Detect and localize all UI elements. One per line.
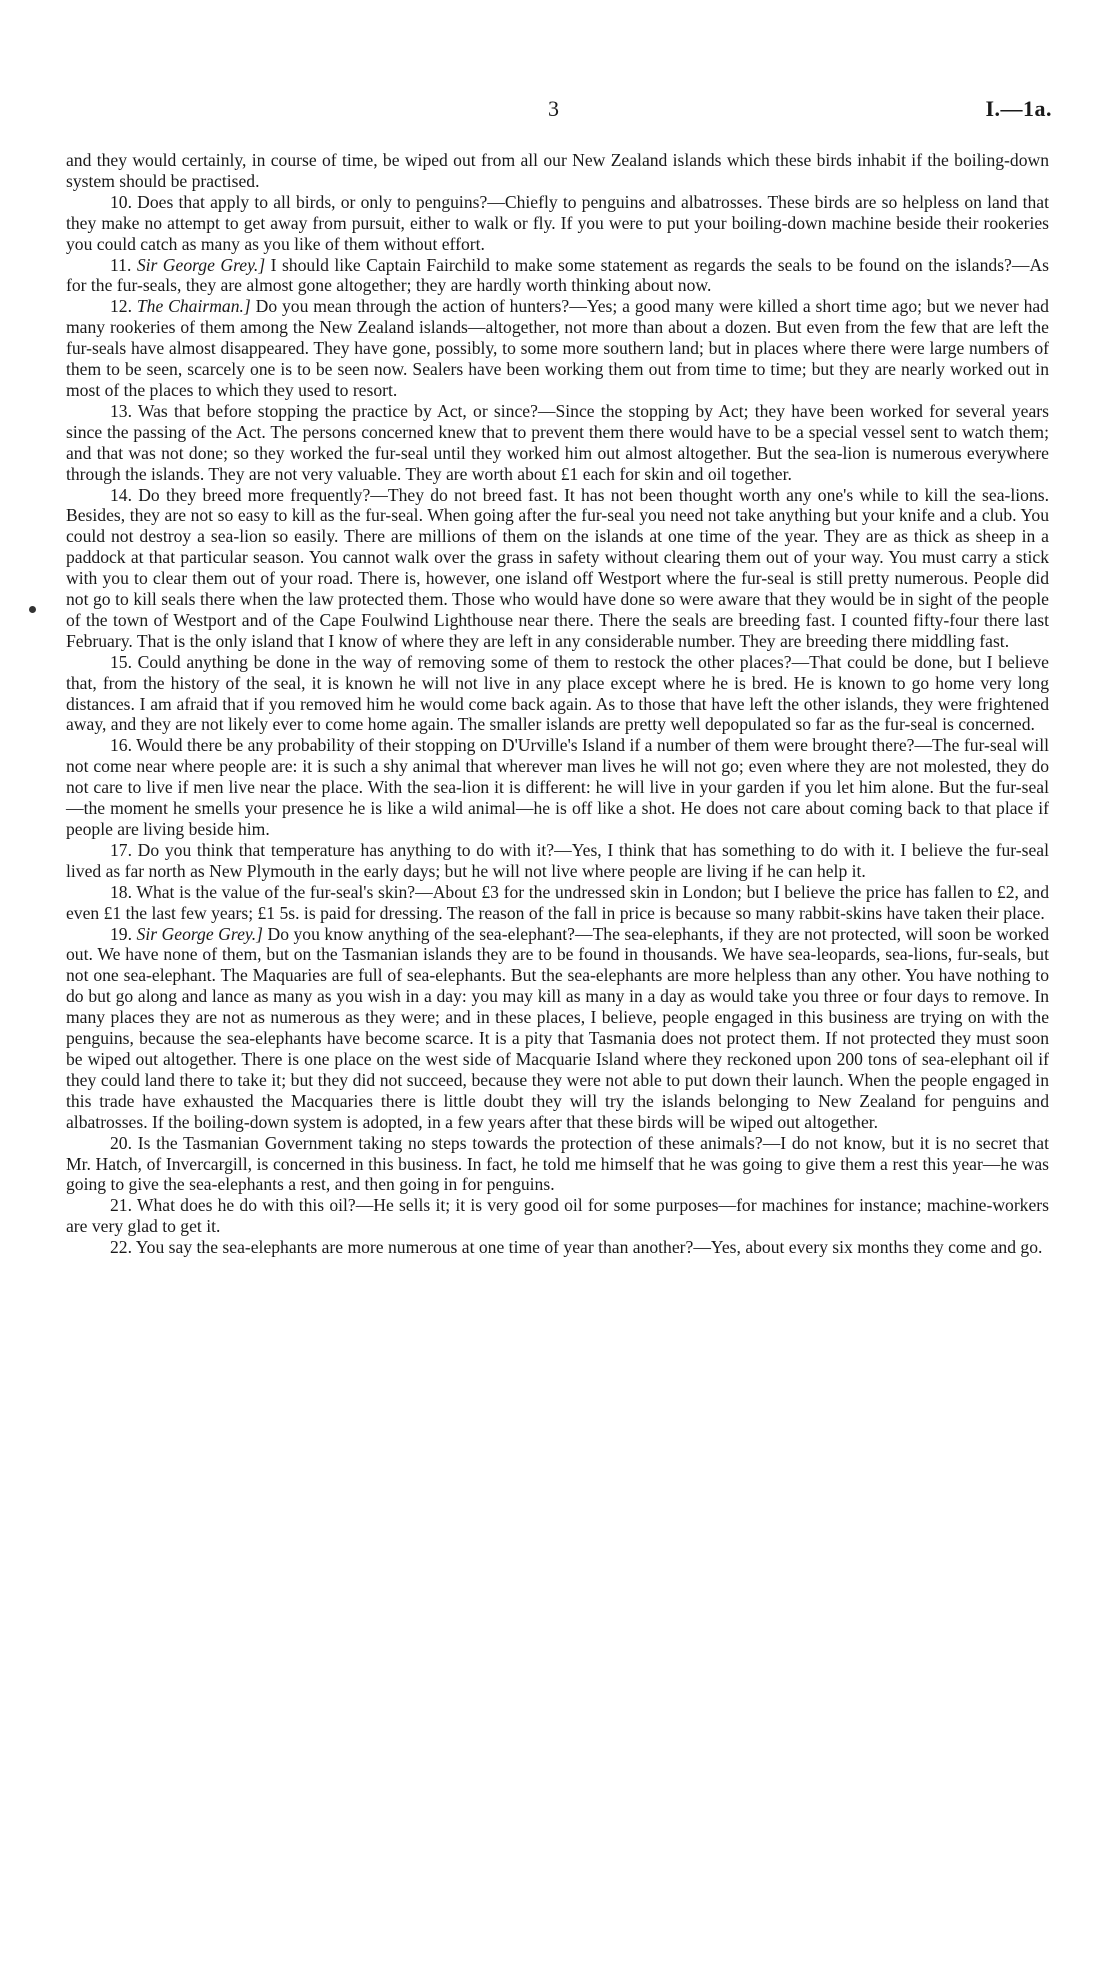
paragraph-text: and they would certainly, in course of time, be wiped out from all our New Zealand islands which these birds inhabit if the boiling-down system should be practised. xyxy=(66,150,1049,191)
paragraph-question-10 xyxy=(66,192,1049,255)
paragraph-text: 21. What does he do with this oil?—He sells it; it is very good oil for some purposes—for machines for instance; machine-workers are very glad to get it. xyxy=(66,1195,1049,1237)
document-code: I.—1a. xyxy=(985,96,1052,121)
paragraph-text: 17. Do you think that temperature has anything to do with it?—Yes, I think that has something to do with it. I believe the fur-seal lived as far north as New Plymouth in the early days; but he will not live where people are living if he can help it. xyxy=(66,839,1049,881)
paragraph-question-19 xyxy=(66,924,1049,1133)
question-number: 19. xyxy=(110,923,132,944)
page-number: 3 xyxy=(548,96,559,121)
speaker-label: Sir George Grey.] xyxy=(136,923,263,944)
paragraph-text: 16. Would there be any probability of their stopping on D'Urville's Island if a number of them were brought there?—The fur-seal will not come near where people are: it is such a shy animal that wherever man lives he will not go; even where they are not molested, they do not care to live if men live near the place. With the sea-lion it is different: he will live in your garden if you let him alone. But the fur-seal—the moment he smells your presence he is like a wild animal—he is off like a shot. He does not care about coming back to that place if people are living beside him. xyxy=(66,735,1049,839)
paragraph-question-14 xyxy=(66,485,1049,652)
page-header xyxy=(0,96,1114,126)
paragraph-text: Do you mean through the action of hunters?—Yes; a good many were killed a short time ago; but we never had many rookeries of them among the New Zealand islands—altogether, not more than about a dozen. But even from the few that are left the fur-seals have almost disappeared. They have gone, possibly, to some more southern land; but in places where there were large numbers of them to be seen, scarcely one is to be seen now. Sealers have been working them out from time to time; but they are nearly worked out in most of the places to which they used to resort. xyxy=(66,296,1049,400)
paragraph-question-13 xyxy=(66,401,1049,485)
paragraph-text: 10. Does that apply to all birds, or only to penguins?—Chiefly to penguins and albatrosses. These birds are so helpless on land that they make no attempt to get away from pursuit, either to walk or fly. If you were to put your boiling-down machine beside their rookeries you could catch as many as you like of them without effort. xyxy=(66,191,1049,254)
margin-mark-icon xyxy=(29,606,36,613)
paragraph-question-11 xyxy=(66,255,1049,297)
paragraph-question-18 xyxy=(66,882,1049,924)
paragraph-text: 13. Was that before stopping the practice by Act, or since?—Since the stopping by Act; they have been worked for several years since the passing of the Act. The persons concerned knew that to prevent them there would have to be a special vessel sent to watch them; and that was not done; so they worked the fur-seal until they worked him out almost altogether. But the sea-lion is numerous everywhere through the islands. They are not very valuable. They are worth about £1 each for skin and oil together. xyxy=(66,400,1049,484)
paragraph-text: 20. Is the Tasmanian Government taking no steps towards the protection of these animals?—I do not know, but it is no secret that Mr. Hatch, of Invercargill, is concerned in this business. In fact, he told me himself that he was going to give them a rest this year—he was going to give the sea-elephants a rest, and then going in for penguins. xyxy=(66,1132,1049,1195)
question-number: 11. xyxy=(110,254,132,275)
speaker-label: The Chairman.] xyxy=(136,296,251,317)
paragraph-text: Do you know anything of the sea-elephant?—The sea-elephants, if they are not protected, will soon be worked out. We have none of them, but on the Tasmanian islands they are to be found in thousands. We have sea-leopards, sea-lions, fur-seals, but not one sea-elephant. The Maquaries are full of sea-elephants. But the sea-elephants are more helpless than any other. You have nothing to do but go along and lance as many as you wish in a day: you may kill as many in a day as would take you three or four days to remove. In many places they are not as numerous as they were; and in these places, I believe, people engaged in this business are trying on with the penguins, because the sea-elephants have become scarce. It is a pity that Tasmania does not protect them. If not protected they must soon be wiped out altogether. There is one place on the west side of Macquarie Island where they reckoned upon 200 tons of sea-elephant oil if they could land there to take it; but they did not succeed, because they were not able to put down their launch. When the people engaged in this trade have exhausted the Macquaries there is little doubt they will try the islands belonging to New Zealand for penguins and albatrosses. If the boiling-down system is adopted, in a few years after that these birds will be wiped out altogether. xyxy=(66,923,1049,1132)
paragraph-text: 18. What is the value of the fur-seal's skin?—About £3 for the undressed skin in London; but I believe the price has fallen to £2, and even £1 the last few years; £1 5s. is paid for dressing. The reason of the fall in price is because so many rabbit-skins have taken their place. xyxy=(66,881,1049,923)
speaker-label: Sir George Grey.] xyxy=(136,254,266,275)
paragraph-continuation xyxy=(66,150,1049,192)
paragraph-question-22 xyxy=(66,1237,1049,1258)
paragraph-text: 22. You say the sea-elephants are more numerous at one time of year than another?—Yes, about every six months they come and go. xyxy=(110,1237,1043,1258)
body-text xyxy=(66,150,1049,1258)
paragraph-text: 14. Do they breed more frequently?—They do not breed fast. It has not been thought worth any one's while to kill the sea-lions. Besides, they are not so easy to kill as the fur-seal. When going after the fur-seal you need not take anything but your knife and a club. You could not destroy a sea-lion so easily. There are millions of them on the islands at one time of the year. They are as thick as sheep in a paddock at that particular season. You cannot walk over the grass in safety without clearing them out of your way. You must carry a stick with you to clear them out of your road. There is, however, one island off Westport where the fur-seal is still pretty numerous. People did not go to kill seals there when the law protected them. Those who would have done so were aware that they would be in sight of the people of the town of Westport and of the Cape Foulwind Lighthouse near there. There the seals are breeding fast. I counted fifty-four there last February. That is the only island that I know of where they are left in any considerable number. They are breeding there middling fast. xyxy=(66,484,1049,651)
paragraph-text: 15. Could anything be done in the way of removing some of them to restock the other places?—That could be done, but I believe that, from the history of the seal, it is known he will not live in any place except where he is bred. He is known to go home very long distances. I am afraid that if you removed him he would come back again. As to those that have left the other islands, they were frightened away, and they are not likely ever to come home again. The smaller islands are pretty well depopulated so far as the fur-seal is concerned. xyxy=(66,651,1049,735)
paragraph-question-17 xyxy=(66,840,1049,882)
question-number: 12. xyxy=(110,296,132,317)
paragraph-question-15 xyxy=(66,652,1049,736)
paragraph-question-21 xyxy=(66,1195,1049,1237)
paragraph-question-20 xyxy=(66,1133,1049,1196)
paragraph-question-12 xyxy=(66,296,1049,401)
paragraph-question-16 xyxy=(66,735,1049,840)
paragraph-text: I should like Captain Fairchild to make some statement as regards the seals to be found on the islands?—As for the fur-seals, they are almost gone altogether; they are hardly worth thinking about now. xyxy=(66,254,1049,296)
